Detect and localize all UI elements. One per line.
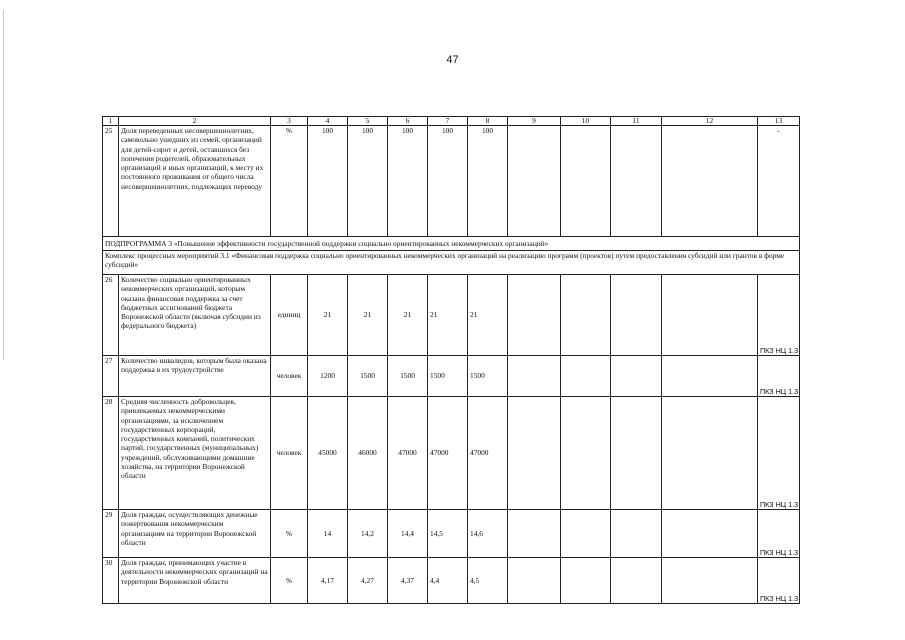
empty-cell (561, 397, 611, 510)
empty-cell (508, 558, 561, 604)
table-row (103, 558, 800, 604)
value-cell: 1500 (388, 356, 428, 397)
unit-cell: % (271, 510, 308, 558)
value-cell: 21 (468, 275, 508, 356)
value-cell: 14 (308, 510, 348, 558)
value-cell: 1500 (348, 356, 388, 397)
indicator-name: Средняя численность добровольцев, привлекаемых некоммерческими организациями, за исключением государственных корпораций, государственных компаний, политических партий, государственных (муниципальных) учреждений, обслуживающими домашние хозяйства, на территории Воронежской области (119, 397, 271, 510)
row-number: 25 (103, 126, 119, 237)
column-number-row (103, 117, 800, 126)
empty-cell (662, 510, 758, 558)
row-number: 30 (103, 558, 119, 604)
value-cell: 47000 (388, 397, 428, 510)
empty-cell (611, 275, 662, 356)
empty-cell (508, 126, 561, 237)
value-cell: 21 (308, 275, 348, 356)
col13-cell: - (758, 126, 800, 237)
value-cell: 4,27 (348, 558, 388, 604)
value-cell: 100 (348, 126, 388, 237)
empty-cell (611, 397, 662, 510)
indicator-name: Количество инвалидов, которым была оказана поддержка в их трудоустройстве (119, 356, 271, 397)
header-cell: 4 (308, 117, 348, 126)
subprogram-row (103, 237, 800, 251)
empty-cell (611, 510, 662, 558)
value-cell: 45000 (308, 397, 348, 510)
value-cell: 21 (388, 275, 428, 356)
value-cell: 47000 (468, 397, 508, 510)
empty-cell (561, 126, 611, 237)
indicators-table (102, 116, 800, 604)
empty-cell (611, 558, 662, 604)
empty-cell (611, 356, 662, 397)
empty-cell (611, 126, 662, 237)
complex-row (103, 251, 800, 275)
empty-cell (561, 275, 611, 356)
row-number: 26 (103, 275, 119, 356)
empty-cell (508, 275, 561, 356)
row-number: 28 (103, 397, 119, 510)
value-cell: 100 (468, 126, 508, 237)
table-row (103, 275, 800, 356)
unit-cell: единиц (271, 275, 308, 356)
unit-cell: человек (271, 397, 308, 510)
value-cell: 1200 (308, 356, 348, 397)
indicator-name: Доля переведенных несовершеннолетних, самовольно ушедших из семей, организаций для детей-сирот и детей, оставшихся без попечения родителей, образовательных организаций и иных организаций, к месту их постоянного проживания от общего числа несовершеннолетних, подлежащих переводу (119, 126, 271, 237)
empty-cell (561, 510, 611, 558)
header-cell: 9 (508, 117, 561, 126)
value-cell: 100 (428, 126, 468, 237)
value-cell: 100 (308, 126, 348, 237)
code-cell: ПКЗ НЦ 1.3 (758, 558, 800, 604)
empty-cell (508, 356, 561, 397)
empty-cell (508, 510, 561, 558)
header-cell: 7 (428, 117, 468, 126)
value-cell: 4,17 (308, 558, 348, 604)
header-cell: 10 (561, 117, 611, 126)
value-cell: 21 (348, 275, 388, 356)
empty-cell (561, 558, 611, 604)
empty-cell (662, 558, 758, 604)
table-row (103, 510, 800, 558)
header-cell: 8 (468, 117, 508, 126)
unit-cell: % (271, 126, 308, 237)
header-cell: 3 (271, 117, 308, 126)
table-row (103, 397, 800, 510)
page-number: 47 (446, 54, 459, 66)
empty-cell (508, 397, 561, 510)
row-number: 29 (103, 510, 119, 558)
header-cell: 11 (611, 117, 662, 126)
value-cell: 14,6 (468, 510, 508, 558)
header-cell: 1 (103, 117, 119, 126)
value-cell: 4,37 (388, 558, 428, 604)
header-cell: 6 (388, 117, 428, 126)
indicator-name: Доля граждан, осуществляющих денежные пожертвования некоммерческим организациям на территории Воронежской области (119, 510, 271, 558)
value-cell: 14,5 (428, 510, 468, 558)
indicator-name: Количество социально ориентированных некоммерческих организаций, которым оказана финансовая поддержка за счет бюджетных ассигнований бюджета Воронежской области (включая субсидии из федерального бюджета) (119, 275, 271, 356)
value-cell: 14,4 (388, 510, 428, 558)
subprogram-title: ПОДПРОГРАММА 3 «Повышение эффективности государственной поддержки социально ориентированных некоммерческих организаций» (103, 237, 800, 251)
code-cell: ПКЗ НЦ 1.3 (758, 275, 800, 356)
unit-cell: % (271, 558, 308, 604)
value-cell: 1500 (428, 356, 468, 397)
header-cell: 13 (758, 117, 800, 126)
value-cell: 21 (428, 275, 468, 356)
header-cell: 12 (662, 117, 758, 126)
code-cell: ПКЗ НЦ 1.3 (758, 356, 800, 397)
table-row (103, 126, 800, 237)
value-cell: 47000 (428, 397, 468, 510)
header-cell: 5 (348, 117, 388, 126)
row-number: 27 (103, 356, 119, 397)
value-cell: 1500 (468, 356, 508, 397)
empty-cell (662, 126, 758, 237)
indicator-name: Доля граждан, принимающих участие в деятельности некоммерческих организаций на территории Воронежской области (119, 558, 271, 604)
empty-cell (662, 275, 758, 356)
empty-cell (561, 356, 611, 397)
value-cell: 100 (388, 126, 428, 237)
complex-title: Комплекс процессных мероприятий 3.1 «Финансовая поддержка социально ориентированных некоммерческих организаций на реализацию программ (проектов) путем предоставления субсидий или грантов в форме субсидий» (103, 251, 800, 275)
empty-cell (662, 397, 758, 510)
header-cell: 2 (119, 117, 271, 126)
unit-cell: человек (271, 356, 308, 397)
code-cell: ПКЗ НЦ 1.3 (758, 510, 800, 558)
value-cell: 46000 (348, 397, 388, 510)
code-cell: ПКЗ НЦ 1.3 (758, 397, 800, 510)
value-cell: 4,5 (468, 558, 508, 604)
table-row (103, 356, 800, 397)
value-cell: 4,4 (428, 558, 468, 604)
value-cell: 14,2 (348, 510, 388, 558)
empty-cell (662, 356, 758, 397)
